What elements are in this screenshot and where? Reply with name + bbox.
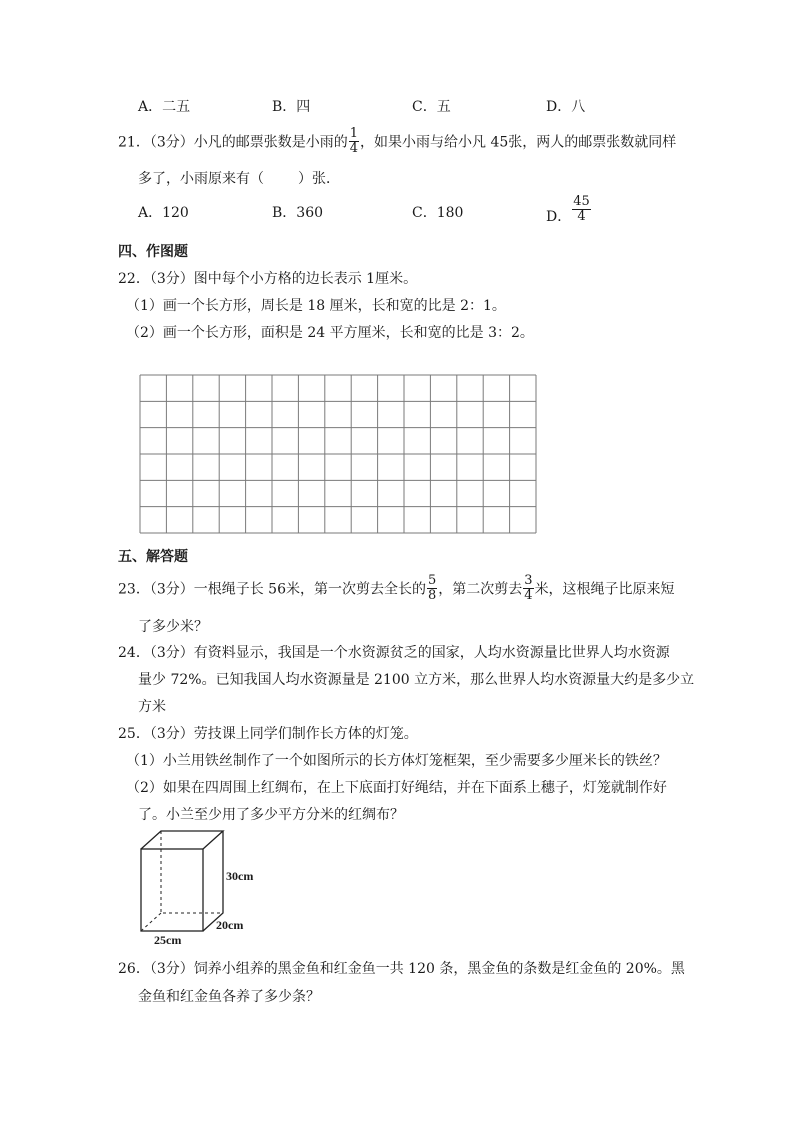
q26-line2: 金鱼和红金鱼各养了多少条？ (138, 989, 320, 1005)
cuboid-top-edges (141, 831, 223, 849)
q24-line1: 24．（3分）有资料显示，我国是一个水资源贫乏的国家，人均水资源量比世界人均水资源 (118, 645, 670, 661)
cuboid-width-label: 20cm (216, 918, 244, 932)
grid-svg (139, 374, 537, 534)
section-5-title: 五、解答题 (118, 549, 188, 565)
q21-option-d-num: 45 (573, 194, 590, 209)
q21-line1 (118, 128, 676, 157)
cuboid-svg (134, 825, 274, 950)
q21-text-a: 小凡的邮票张数是小雨的 (193, 134, 348, 151)
q23-frac1-den: 8 (428, 588, 437, 603)
q25-part2: （2）如果在四周围上红绸布，在上下底面打好绳结，并在下面系上穗子，灯笼就制作好 (126, 780, 667, 796)
q21-option-d-den: 4 (577, 209, 586, 224)
q22-line1: 22．（3分）图中每个小方格的边长表示 1厘米。 (118, 271, 418, 287)
q21-line2-a: 多了，小雨原来有（ (138, 171, 264, 187)
q21-option-a: A．120 (138, 205, 189, 221)
cuboid-figure (134, 825, 274, 954)
q24-line2: 量少 72%。已知我国人均水资源量是 2100 立方米，那么世界人均水资源量大约是多少立 (138, 672, 695, 688)
q21-text-b: ，如果小雨与给小凡 45张，两人的邮票张数就同样 (360, 134, 677, 151)
cuboid-front-face (141, 849, 203, 931)
q21-option-d-fraction (572, 195, 591, 224)
section-4-title: 四、作图题 (118, 244, 188, 260)
q20-options (138, 96, 698, 116)
q20-option-d: D．八 (546, 99, 586, 115)
q22-part1: （1）画一个长方形，周长是 18 厘米，长和宽的比是 2：1。 (126, 298, 506, 314)
q20-option-b: B．四 (272, 99, 311, 115)
cuboid-length-label: 25cm (154, 933, 182, 947)
drawing-grid (139, 374, 537, 538)
q21-frac-num: 1 (349, 126, 359, 141)
q21-points: （3分） (149, 134, 194, 151)
q23-text-a: 23．（3分）一根绳子长 56米，第一次剪去全长的 (118, 581, 426, 598)
q20-option-a: A．二五 (138, 99, 191, 115)
cuboid-hidden-edge-diag (141, 913, 161, 931)
q23-text-c: 米，这根绳子比原来短 (534, 581, 675, 598)
q21-option-d-label: D． (546, 208, 572, 225)
cuboid-height-label: 30cm (226, 869, 254, 883)
q21-options (138, 194, 698, 225)
q23-frac1-num: 5 (428, 573, 437, 588)
q25-part1: （1）小兰用铁丝制作了一个如图所示的长方体灯笼框架，至少需要多少厘米长的铁丝？ (126, 753, 667, 769)
q21-line2-b: ）张． (298, 171, 340, 187)
q23-text-b: ，第二次剪去 (438, 581, 523, 598)
q21-option-c: C．180 (412, 205, 464, 221)
q23-frac2-den: 4 (524, 588, 533, 603)
q22-part2: （2）画一个长方形，面积是 24 平方厘米，长和宽的比是 3：2。 (126, 325, 534, 341)
q23-line2: 了多少米？ (138, 619, 208, 635)
q21-line2 (138, 168, 340, 188)
q20-option-c: C．五 (412, 99, 451, 115)
q21-option-d (546, 196, 592, 225)
q21-option-b: B．360 (272, 205, 324, 221)
q21-number: 21． (118, 134, 150, 151)
q21-fraction (349, 127, 359, 156)
q23-fraction-2 (523, 574, 533, 603)
q25-part2-cont: 了。小兰至少用了多少平方分米的红绸布？ (138, 807, 404, 823)
cuboid-hidden-edges (161, 831, 223, 913)
q23-fraction-1 (427, 574, 437, 603)
q24-line3: 方米 (138, 699, 166, 715)
q21-frac-den: 4 (349, 141, 359, 156)
q26-line1: 26．（3分）饲养小组养的黑金鱼和红金鱼一共 120 条，黑金鱼的条数是红金鱼的 20%。黑 (118, 961, 685, 977)
q23-line1 (118, 575, 675, 604)
q25-line1: 25．（3分）劳技课上同学们制作长方体的灯笼。 (118, 726, 418, 742)
q23-frac2-num: 3 (524, 573, 533, 588)
